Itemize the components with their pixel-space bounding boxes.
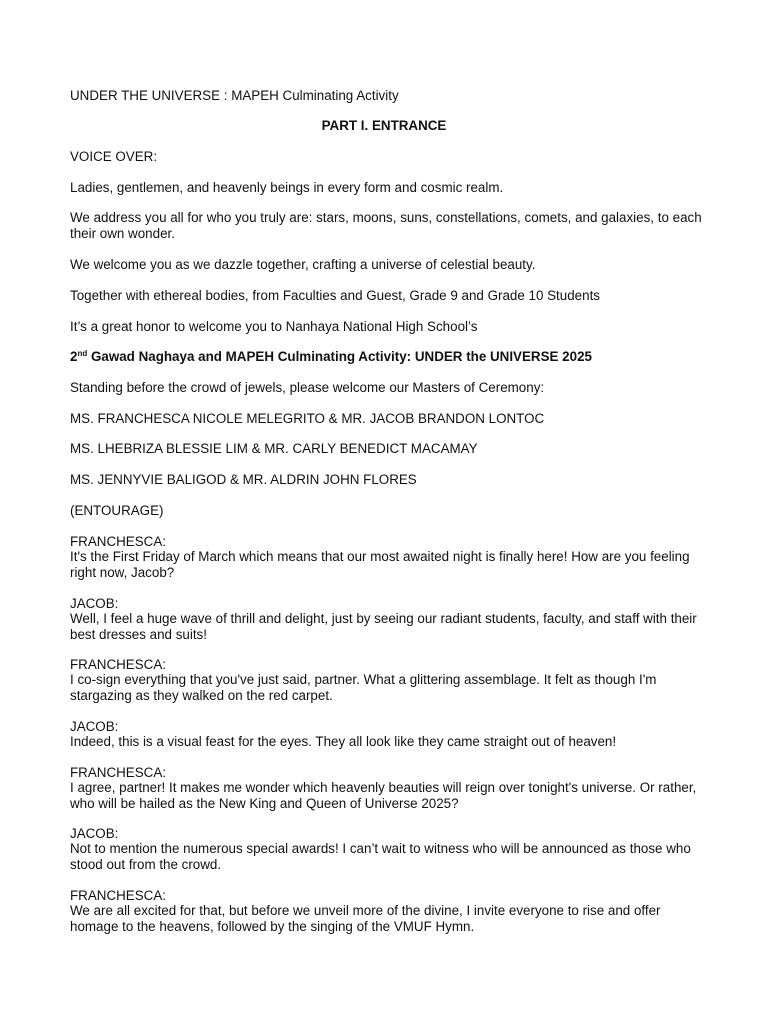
dialogue-line: Well, I feel a huge wave of thrill and delight, just by seeing our radiant students, faculty, and staff with their best dresses and suits! [70,611,697,642]
dialogue-line: Not to mention the numerous special awards! I can’t wait to witness who will be announced as those who stood out from the crowd. [70,841,691,872]
dialogue-line: We are all excited for that, but before we unveil more of the divine, I invite everyone to rise and offer homage to the heavens, followed by the singing of the VMUF Hymn. [70,903,661,934]
dialogue-speaker: JACOB: [70,596,119,611]
dialogue-line: I co-sign everything that you've just said, partner. What a glittering assemblage. It felt as though I'm stargazing as they walked on the red carpet. [70,672,657,703]
event-title-ordinal: nd [77,349,88,358]
dialogue-speaker: FRANCHESCA: [70,765,166,780]
dialogue-line: I agree, partner! It makes me wonder which heavenly beauties will reign over tonight's universe. Or rather, who will be hailed as the New King and Queen of Universe 2025? [70,780,697,811]
dialogue-speaker: FRANCHESCA: [70,888,166,903]
mc-pair-3: MS. JENNYVIE BALIGOD & MR. ALDRIN JOHN FLORES [70,472,417,487]
entourage-label: (ENTOURAGE) [70,503,164,518]
mc-pair-2: MS. LHEBRIZA BLESSIE LIM & MR. CARLY BENEDICT MACAMAY [70,441,478,456]
paragraph-honor: It’s a great honor to welcome you to Nanhaya National High School’s [70,319,478,334]
paragraph-ethereal: Together with ethereal bodies, from Faculties and Guest, Grade 9 and Grade 10 Students [70,288,600,303]
dialogue-line: It's the First Friday of March which means that our most awaited night is finally here! How are you feeling right now, Jacob? [70,549,690,580]
dialogue-speaker: FRANCHESCA: [70,534,166,549]
event-title-text: Gawad Naghaya and MAPEH Culminating Activity: UNDER the UNIVERSE 2025 [87,349,592,364]
dialogue-speaker: JACOB: [70,826,119,841]
event-title [70,349,710,365]
paragraph-masters: Standing before the crowd of jewels, please welcome our Masters of Ceremony: [70,380,545,395]
paragraph-greeting: Ladies, gentlemen, and heavenly beings in every form and cosmic realm. [70,180,504,195]
document-header: UNDER THE UNIVERSE : MAPEH Culminating Activity [70,88,399,103]
paragraph-welcome: We welcome you as we dazzle together, crafting a universe of celestial beauty. [70,257,536,272]
voice-over-label: VOICE OVER: [70,149,158,164]
dialogue-speaker: FRANCHESCA: [70,657,166,672]
dialogue-line: Indeed, this is a visual feast for the eyes. They all look like they came straight out of heaven! [70,734,617,749]
mc-pair-1: MS. FRANCHESCA NICOLE MELEGRITO & MR. JACOB BRANDON LONTOC [70,411,545,426]
event-title-number: 2 [70,349,78,364]
dialogue-speaker: JACOB: [70,719,119,734]
part-title: PART I. ENTRANCE [321,118,447,133]
paragraph-address: We address you all for who you truly are: stars, moons, suns, constellations, comets, and galaxies, to each their own wonder. [70,210,702,241]
